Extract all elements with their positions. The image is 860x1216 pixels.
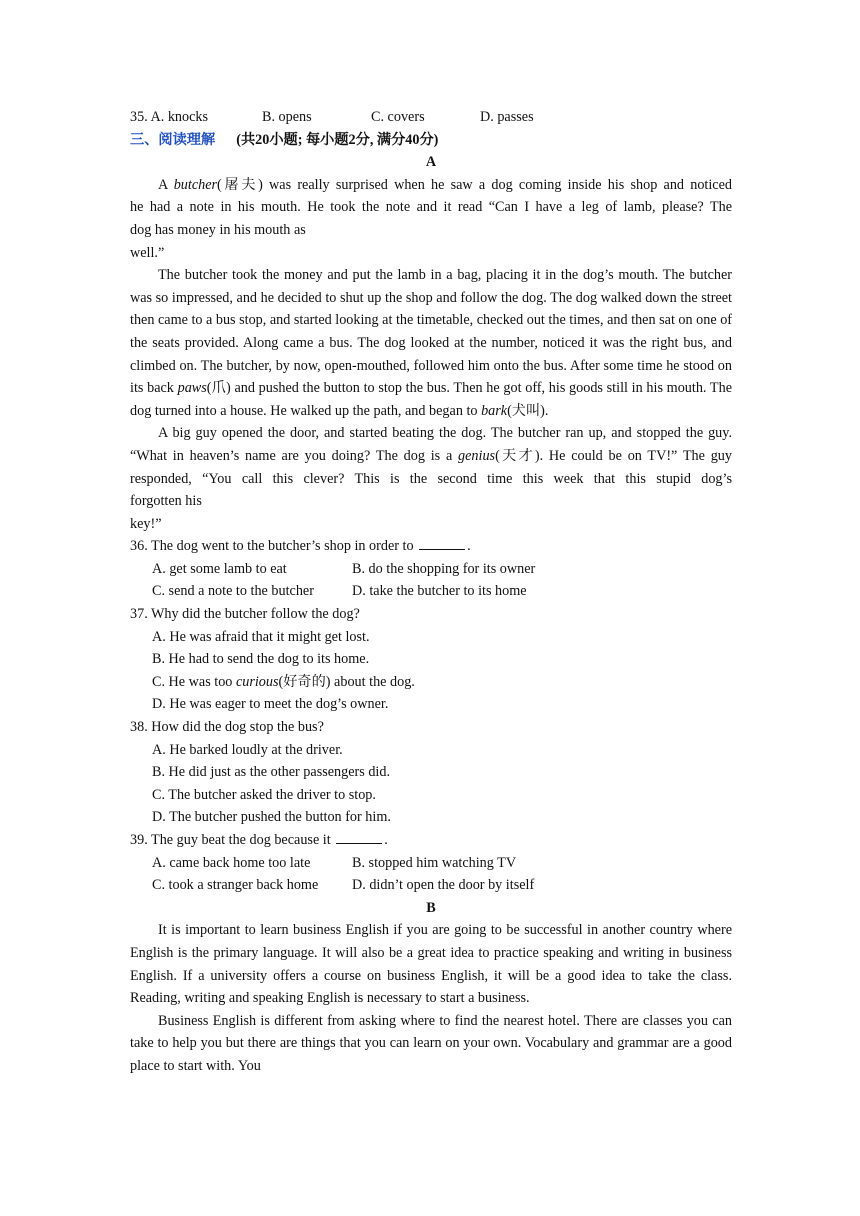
exam-page <box>130 106 732 1078</box>
question-38-stem: 38. How did the dog stop the bus? <box>130 719 324 736</box>
question-37-stem: 37. Why did the butcher follow the dog? <box>130 606 360 623</box>
q38-option-d: D. The butcher pushed the button for him. <box>152 809 391 826</box>
passage-b-paragraph-2: Business English is different from asking where to find the nearest hotel. There are classes you can take to help you but there are things that you can learn on your own. Vocabulary and grammar are a good place to start with. You <box>130 1012 732 1074</box>
passage-a-heading: A <box>425 154 437 171</box>
passage-a-paragraph-3 <box>130 422 732 535</box>
q39-option-c: C. took a stranger back home <box>152 877 319 894</box>
q36-option-c: C. send a note to the butcher <box>152 583 314 600</box>
section-3-heading <box>130 129 732 152</box>
q37-option-c: C. He was too curious(好奇的) about the dog. <box>152 673 415 690</box>
q36-option-b: B. do the shopping for its owner <box>352 560 536 577</box>
answer-blank[interactable] <box>419 535 465 550</box>
passage-a-p1-line4: well.” <box>130 244 165 261</box>
q37-option-d: D. He was eager to meet the dog’s owner. <box>152 696 389 713</box>
passage-a-p1-line3: dog has money in his mouth as <box>130 221 306 238</box>
q36-option-a: A. get some lamb to eat <box>152 560 287 577</box>
passage-b-paragraph-1: It is important to learn business English if you are going to be successful in another country where English is the primary language. It will also be a great idea to practice speaking and writing in business English. If a university offers a course on business English, it will be a good idea to take the class. Reading, writing and speaking English is necessary to start a business. <box>130 922 732 1007</box>
question-39-options-row2 <box>130 874 732 897</box>
section-3-detail: (共20小题; 每小题2分, 满分40分) <box>236 131 439 148</box>
question-39-options-row1 <box>130 852 732 875</box>
question-39-stem: 39. The guy beat the dog because it . <box>130 829 732 852</box>
question-35-options <box>130 106 732 129</box>
section-3-title: 三、阅读理解 <box>130 131 216 148</box>
q36-option-d: D. take the butcher to its home <box>352 583 527 600</box>
passage-a-p1-line2: he had a note in his mouth. He took the note and it read “Can I have a leg of lamb, please? The <box>130 199 732 216</box>
q37-option-b: B. He had to send the dog to its home. <box>152 651 370 668</box>
passage-a-paragraph-1 <box>130 174 732 264</box>
passage-a-p1-line1: A butcher(屠夫) was really surprised when he saw a dog coming inside his shop and noticed <box>158 176 732 193</box>
passage-a-p3-line5: key!” <box>130 515 162 532</box>
word-genius: genius <box>458 447 496 464</box>
passage-b-heading: B <box>426 899 436 916</box>
q35-option-d: D. passes <box>480 109 534 125</box>
q37-option-a: A. He was afraid that it might get lost. <box>152 628 370 645</box>
q39-option-d: D. didn’t open the door by itself <box>352 877 535 894</box>
q35-option-b: B. opens <box>262 109 312 125</box>
answer-blank[interactable] <box>336 829 382 844</box>
q39-option-b: B. stopped him watching TV <box>352 854 517 871</box>
passage-a-p3-body: A big guy opened the door, and started beating the dog. The butcher ran up, and stopped the guy. “What in heaven’s name are you doing? The dog is a genius(天才). He could be on TV!” The guy responded, “You call this clever? This is the second time this week that this stupid dog’s <box>130 425 732 487</box>
passage-a-p3-line4: forgotten his <box>130 493 202 510</box>
word-bark: bark <box>481 402 508 419</box>
question-36-options-row1 <box>130 558 732 581</box>
question-36-stem: 36. The dog went to the butcher’s shop in order to . <box>130 535 732 558</box>
word-butcher: butcher <box>173 176 218 193</box>
word-curious: curious <box>235 673 279 690</box>
q35-option-c: C. covers <box>371 109 425 125</box>
word-paws: paws <box>177 380 207 397</box>
q38-option-a: A. He barked loudly at the driver. <box>152 741 343 758</box>
q39-option-a: A. came back home too late <box>152 854 311 871</box>
q38-option-b: B. He did just as the other passengers did. <box>152 764 390 781</box>
passage-a-paragraph-2: The butcher took the money and put the lamb in a bag, placing it in the dog’s mouth. The butcher was so impressed, and he decided to shut up the shop and follow the dog. The dog walked down the street then came to a bus stop, and started looking at the timetable, checked out the times, and then sat on one of the seats provided. Along came a bus. The dog looked at the number, noticed it was the right bus, and climbed on. The butcher, by now, open-mouthed, followed him onto the bus. After some time he stood on its back paws(爪) and pushed the button to stop the bus. Then he got off, his goods still in his mouth. The dog turned into a house. He walked up the path, and began to bark(犬叫). <box>130 267 733 419</box>
q38-option-c: C. The butcher asked the driver to stop. <box>152 786 376 803</box>
question-36-options-row2 <box>130 580 732 603</box>
q35-option-a: 35. A. knocks <box>130 109 209 125</box>
